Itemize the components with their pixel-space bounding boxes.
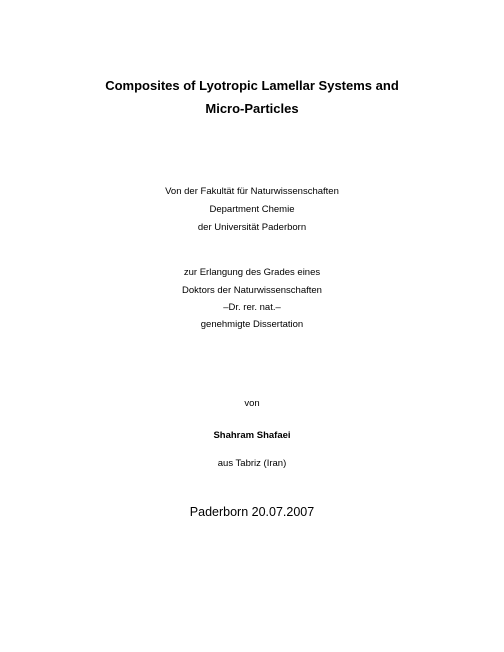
degree-name-line: Doktors der Naturwissenschaften [182, 285, 322, 296]
department-line: Department Chemie [209, 204, 295, 215]
faculty-line: Von der Fakultät für Naturwissenschaften [165, 186, 339, 197]
thesis-title-line-1: Composites of Lyotropic Lamellar Systems and [105, 78, 399, 93]
author-origin: aus Tabriz (Iran) [217, 458, 287, 469]
author-name: Shahram Shafaei [213, 430, 291, 441]
dissertation-approval-line: genehmigte Dissertation [200, 319, 304, 330]
thesis-title-line-2: Micro-Particles [205, 101, 299, 116]
place-and-date: Paderborn 20.07.2007 [189, 505, 315, 519]
by-label: von [244, 398, 260, 409]
university-line: der Universität Paderborn [197, 222, 307, 233]
degree-purpose-line: zur Erlangung des Grades eines [183, 267, 321, 278]
degree-abbreviation-line: –Dr. rer. nat.– [223, 302, 281, 313]
